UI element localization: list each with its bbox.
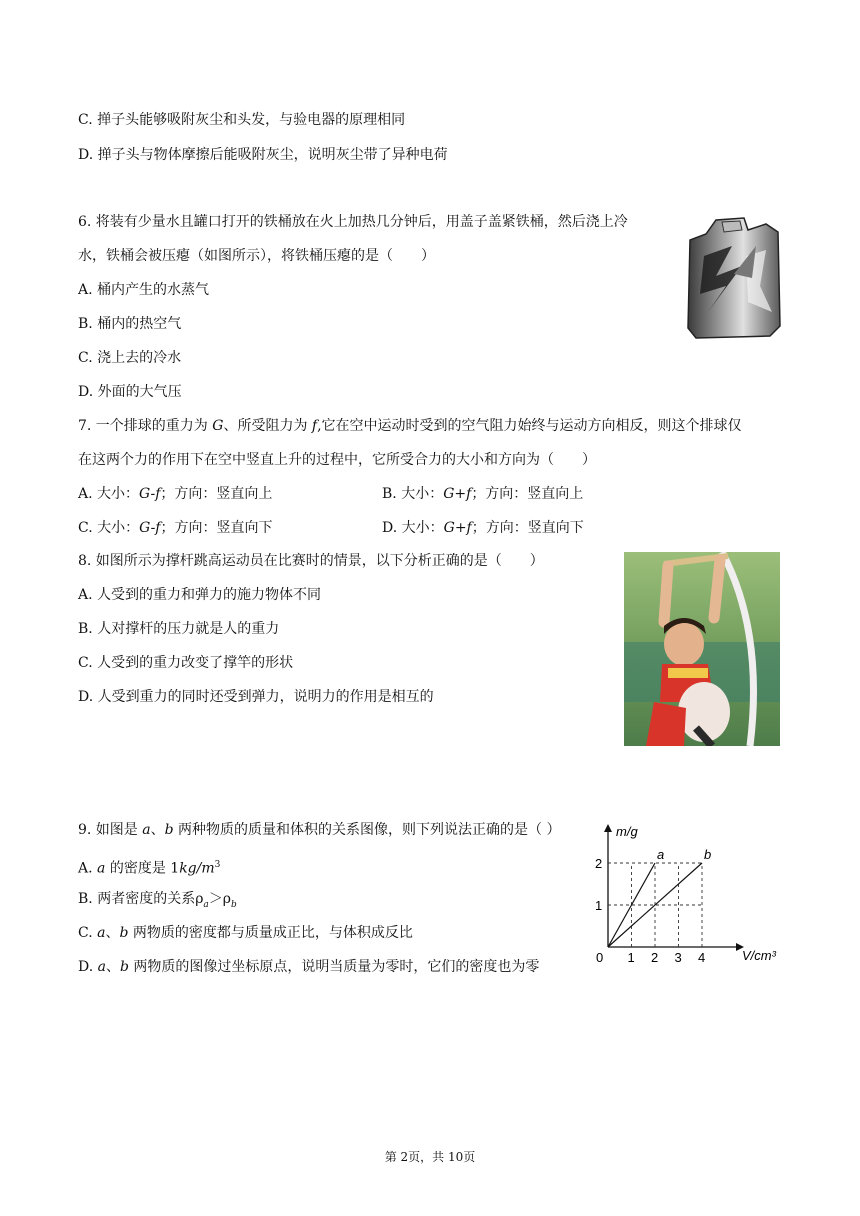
q6-stem-line2: 水，铁桶会被压瘪（如图所示），将铁桶压瘪的是（ ） — [78, 248, 435, 264]
y-axis-label: m/g — [616, 824, 638, 839]
y-axis-arrow — [604, 824, 612, 832]
q8-option-b: B. 人对撑杆的压力就是人的重力 — [78, 621, 280, 637]
q6-option-d: D. 外面的大气压 — [78, 384, 182, 400]
q7-option-d: D. 大小：G+f；方向：竖直向下 — [382, 520, 584, 536]
y-tick-label-2: 2 — [595, 856, 603, 871]
q8-option-c: C. 人受到的重力改变了撑竿的形状 — [78, 655, 294, 671]
x-tick-label-4: 4 — [698, 950, 706, 965]
x-axis-label: V/cm³ — [742, 948, 776, 963]
page-footer: 第 2页，共 10页 — [384, 1150, 476, 1164]
q7-stem-line1: 7. 一个排球的重力为 G、所受阻力为 f,它在空中运动时受到的空气阻力始终与运动方向相反，则这个排球仅 — [78, 418, 742, 434]
q9-option-b: B. 两者密度的关系$\rho_a>\rho_b$ — [78, 891, 237, 910]
q8-stem: 8. 如图所示为撑杆跳高运动员在比赛时的情景，以下分析正确的是（ ） — [78, 553, 544, 569]
series-label-a: a — [657, 847, 665, 862]
q6-option-c: C. 浇上去的冷水 — [78, 350, 182, 366]
crushed-can-figure — [686, 216, 782, 340]
x-tick-label-1: 1 — [627, 950, 635, 965]
x-tick-label-0: 0 — [596, 950, 604, 965]
series-label-b: b — [704, 847, 712, 862]
q5-option-d: D. 掸子头与物体摩擦后能吸附灰尘，说明灰尘带了异种电荷 — [78, 147, 448, 163]
x-tick-label-2: 2 — [651, 950, 659, 965]
q9-stem: 9. 如图是 a、b 两种物质的质量和体积的关系图像，则下列说法正确的是（ ） — [78, 822, 561, 838]
q8-option-a: A. 人受到的重力和弹力的施力物体不同 — [78, 587, 322, 603]
y-tick-label-1: 1 — [595, 898, 603, 913]
q6-stem-line1: 6. 将装有少量水且罐口打开的铁桶放在火上加热几分钟后，用盖子盖紧铁桶，然后浇上冷 — [78, 214, 628, 230]
q8-option-d: D. 人受到重力的同时还受到弹力，说明力的作用是相互的 — [78, 689, 434, 705]
q5-option-c: C. 掸子头能够吸附灰尘和头发，与验电器的原理相同 — [78, 112, 406, 128]
q7-stem-line2: 在这两个力的作用下在空中竖直上升的过程中，它所受合力的大小和方向为（ ） — [78, 452, 596, 468]
q6-option-b: B. 桶内的热空气 — [78, 316, 182, 332]
q9-option-d: D. a、b 两物质的图像过坐标原点，说明当质量为零时，它们的密度也为零 — [78, 959, 540, 975]
q7-option-a: A. 大小：G-f；方向：竖直向上 — [78, 486, 273, 502]
mass-volume-chart — [586, 818, 786, 970]
q7-option-c: C. 大小：G-f；方向：竖直向下 — [78, 520, 273, 536]
q9-option-c: C. a、b 两物质的密度都与质量成正比，与体积成反比 — [78, 925, 413, 941]
q6-option-a: A. 桶内产生的水蒸气 — [78, 282, 210, 298]
pole-vault-photo — [624, 552, 780, 746]
q7-option-b: B. 大小：G+f；方向：竖直向上 — [382, 486, 584, 502]
q9-option-a: A. a 的密度是 $1kg/m^3$ — [78, 860, 221, 877]
x-tick-label-3: 3 — [674, 950, 682, 965]
